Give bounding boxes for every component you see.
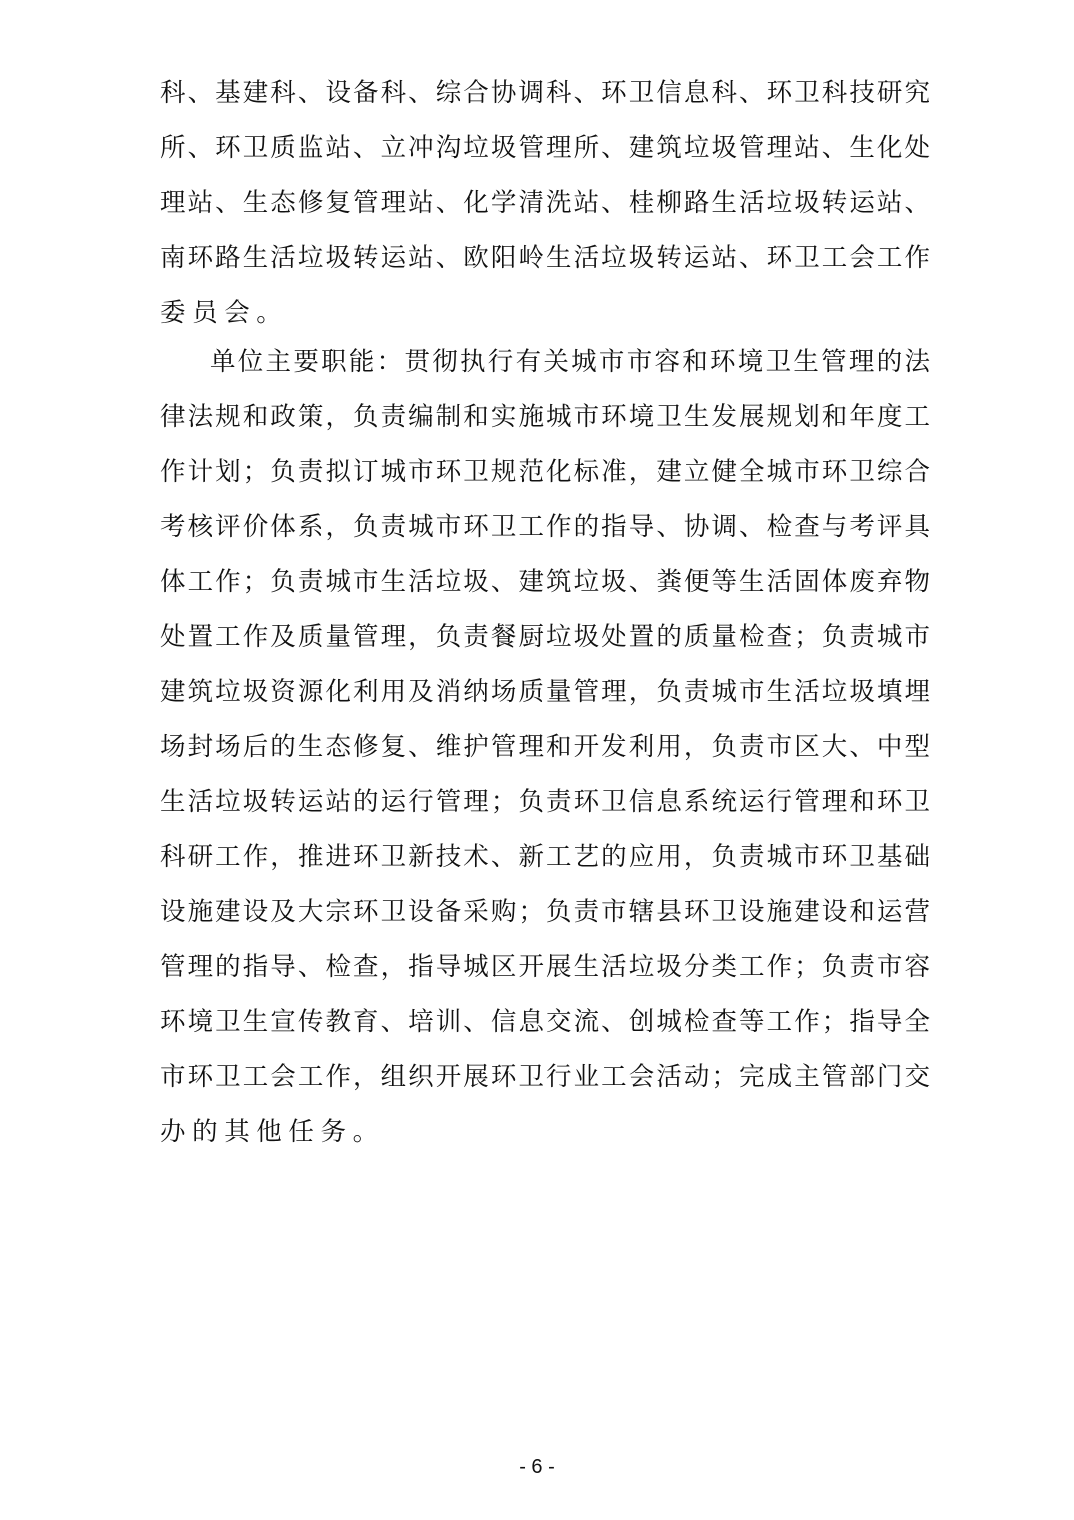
paragraph-line: 理站、生态修复管理站、化学清洗站、桂柳路生活垃圾转运站、	[160, 188, 930, 218]
paragraph-line: 生活垃圾转运站的运行管理；负责环卫信息系统运行管理和环卫	[160, 787, 930, 817]
paragraph-line: 南环路生活垃圾转运站、欧阳岭生活垃圾转运站、环卫工会工作	[160, 243, 930, 273]
paragraph-line: 市环卫工会工作，组织开展环卫行业工会活动；完成主管部门交	[160, 1062, 930, 1092]
paragraph-line: 体工作；负责城市生活垃圾、建筑垃圾、粪便等生活固体废弃物	[160, 567, 930, 597]
paragraph-line: 所、环卫质监站、立冲沟垃圾管理所、建筑垃圾管理站、生化处	[160, 133, 930, 163]
paragraph-line: 处置工作及质量管理，负责餐厨垃圾处置的质量检查；负责城市	[160, 622, 930, 652]
paragraph-line: 环境卫生宣传教育、培训、信息交流、创城检查等工作；指导全	[160, 1007, 930, 1037]
paragraph-line: 科、基建科、设备科、综合协调科、环卫信息科、环卫科技研究	[160, 78, 930, 108]
paragraph-line: 作计划；负责拟订城市环卫规范化标准，建立健全城市环卫综合	[160, 457, 930, 487]
paragraph-line: 设施建设及大宗环卫设备采购；负责市辖县环卫设施建设和运营	[160, 897, 930, 927]
paragraph-line: 管理的指导、检查，指导城区开展生活垃圾分类工作；负责市容	[160, 952, 930, 982]
paragraph-line: 场封场后的生态修复、维护管理和开发利用，负责市区大、中型	[160, 732, 930, 762]
paragraph-line: 律法规和政策，负责编制和实施城市环境卫生发展规划和年度工	[160, 402, 930, 432]
paragraph-line: 科研工作，推进环卫新技术、新工艺的应用，负责城市环卫基础	[160, 842, 930, 872]
paragraph-line: 考核评价体系，负责城市环卫工作的指导、协调、检查与考评具	[160, 512, 930, 542]
paragraph-line: 办的其他任务。	[160, 1117, 385, 1147]
paragraph-line-first: 单位主要职能：贯彻执行有关城市市容和环境卫生管理的法	[210, 347, 930, 377]
page-number: - 6 -	[519, 1456, 555, 1478]
paragraph-line: 建筑垃圾资源化利用及消纳场质量管理，负责城市生活垃圾填埋	[160, 677, 930, 707]
paragraph-line: 委员会。	[160, 298, 289, 328]
